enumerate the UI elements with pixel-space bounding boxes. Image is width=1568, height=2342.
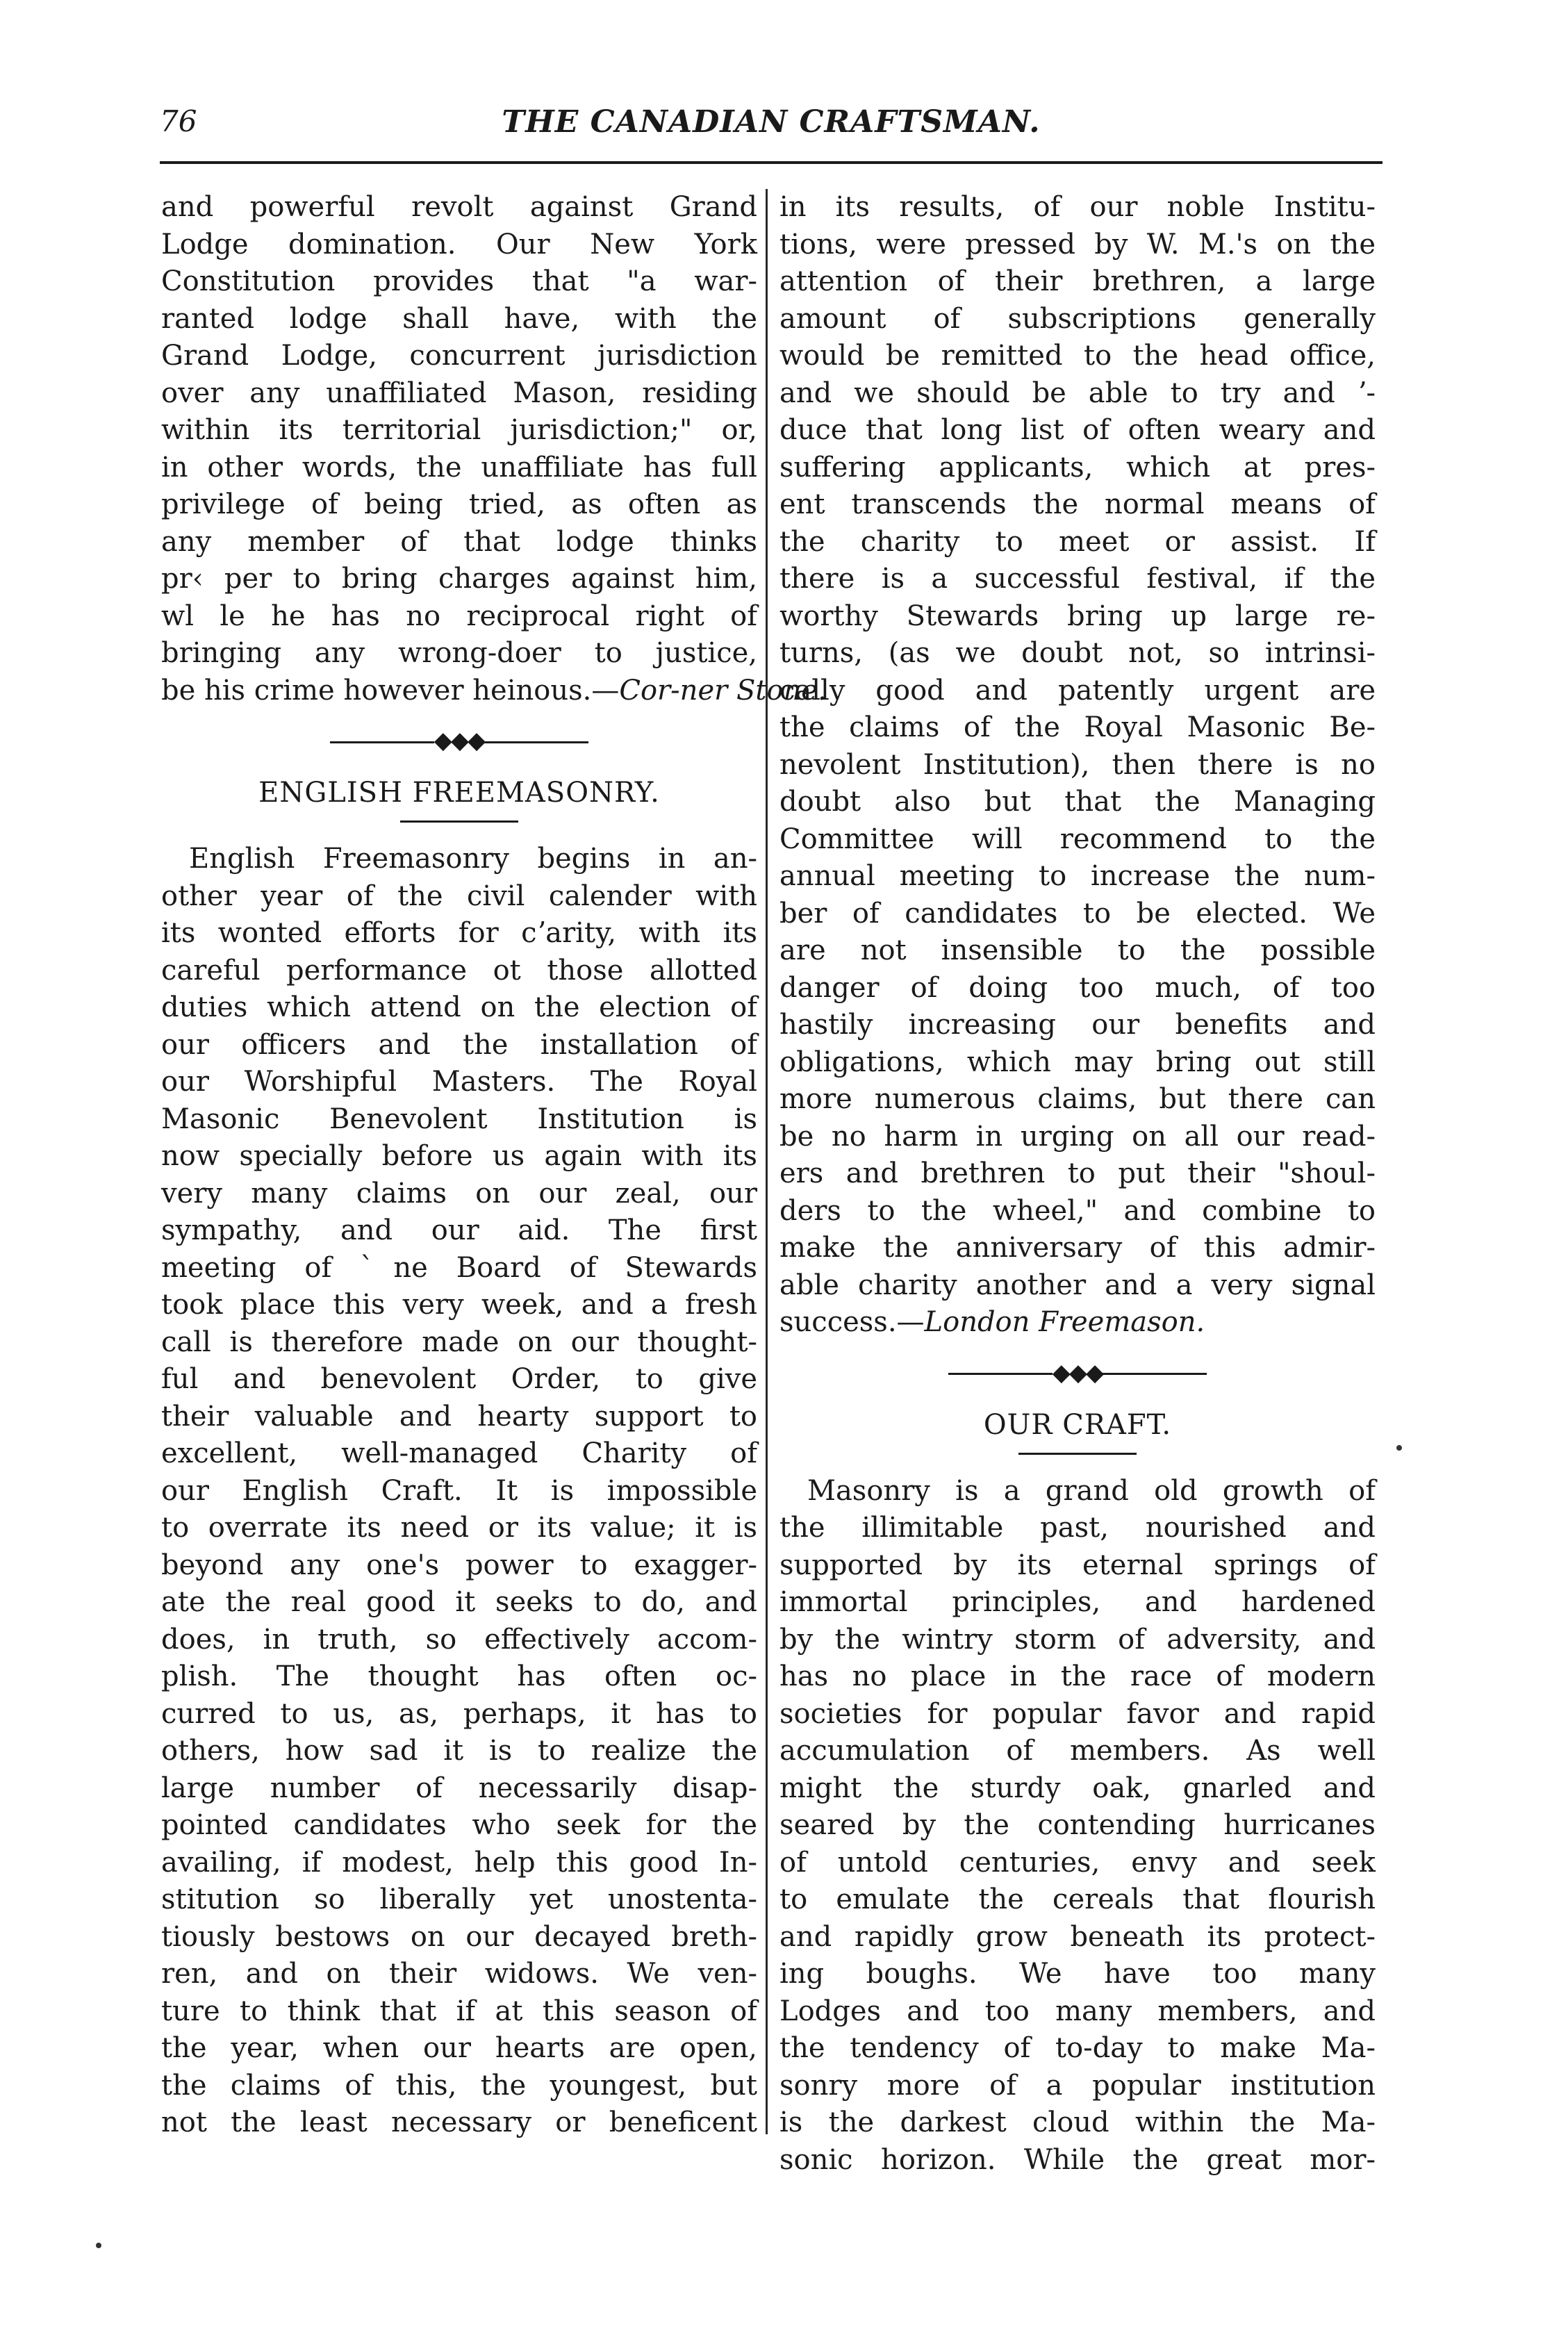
text-line: danger of doing too much, of too bbox=[779, 971, 1376, 1004]
page-number: 76 bbox=[160, 104, 197, 138]
text-line: has no place in the race of modern bbox=[779, 1660, 1376, 1692]
text-line: the claims of this, the youngest, but bbox=[161, 2069, 757, 2102]
text-line: be no harm in urging on all our read- bbox=[779, 1120, 1376, 1153]
text-line: cally good and patently urgent are bbox=[779, 674, 1376, 707]
text-line: our Worshipful Masters. The Royal bbox=[161, 1066, 757, 1098]
text-line: sonry more of a popular institution bbox=[779, 2069, 1376, 2102]
text-line: does, in truth, so effectively accom- bbox=[161, 1623, 757, 1656]
text-line: nevolent Institution), then there is no bbox=[779, 748, 1376, 781]
text-line: in its results, of our noble Institu- bbox=[779, 191, 1376, 223]
text-line: ing boughs. We have too many bbox=[779, 1958, 1376, 1990]
text-line: the year, when our hearts are open, bbox=[161, 2032, 757, 2064]
text-line: our English Craft. It is impossible bbox=[161, 1474, 757, 1507]
text-line: are not insensible to the possible bbox=[779, 934, 1376, 966]
text-line: attention of their brethren, a large bbox=[779, 265, 1376, 297]
text-line: within its territorial jurisdiction;" or, bbox=[161, 414, 757, 446]
text-line: and powerful revolt against Grand bbox=[161, 191, 757, 223]
text-line: took place this very week, and a fresh bbox=[161, 1289, 757, 1321]
text-line: hastily increasing our benefits and bbox=[779, 1009, 1376, 1041]
text-line: Masonry is a grand old growth of bbox=[807, 1474, 1376, 1507]
text-line: large number of necessarily disap- bbox=[161, 1772, 757, 1804]
text-line: ders to the wheel," and combine to bbox=[779, 1194, 1376, 1227]
text-line: availing, if modest, help this good In- bbox=[161, 1846, 757, 1879]
text-line: amount of subscriptions generally bbox=[779, 302, 1376, 335]
header-rule bbox=[160, 161, 1383, 164]
text-line: tiously bestows on our decayed breth- bbox=[161, 1920, 757, 1953]
left-column bbox=[161, 189, 827, 2142]
text-line: very many claims on our zeal, our bbox=[161, 1177, 757, 1210]
text-line: and rapidly grow beneath its protect- bbox=[779, 1920, 1376, 1953]
text-line: curred to us, as, perhaps, it has to bbox=[161, 1697, 757, 1730]
stray-ink-dot bbox=[96, 2243, 101, 2248]
text-line: ture to think that if at this season of bbox=[161, 1995, 757, 2027]
section-title-our-craft: OUR CRAFT. bbox=[983, 1408, 1172, 1441]
text-line: accumulation of members. As well bbox=[779, 1735, 1376, 1767]
text-line: turns, (as we doubt not, so intrinsi- bbox=[779, 637, 1376, 669]
text-line: ers and brethren to put their "shoul- bbox=[779, 1157, 1376, 1189]
text-line: ent transcends the normal means of bbox=[779, 488, 1376, 520]
title-rule bbox=[1018, 1453, 1137, 1455]
text-line: pointed candidates who seek for the bbox=[161, 1809, 757, 1841]
text-line: sonic horizon. While the great mor- bbox=[779, 2143, 1376, 2176]
text-line: any member of that lodge thinks bbox=[161, 525, 757, 558]
text-line: suffering applicants, which at pres- bbox=[779, 451, 1376, 484]
text-line: Masonic Benevolent Institution is bbox=[161, 1103, 757, 1135]
text-line: Committee will recommend to the bbox=[779, 823, 1376, 855]
ornament-glyph: ◆◆◆ bbox=[1052, 1358, 1103, 1387]
text-line: ren, and on their widows. We ven- bbox=[161, 1958, 757, 1990]
text-line: stitution so liberally yet unostenta- bbox=[161, 1883, 757, 1915]
text-line: annual meeting to increase the num- bbox=[779, 860, 1376, 892]
text-line: duce that long list of often weary and bbox=[779, 414, 1376, 446]
text-line: ate the real good it seeks to do, and bbox=[161, 1586, 757, 1618]
journal-title: THE CANADIAN CRAFTSMAN. bbox=[502, 104, 1041, 140]
text-line: seared by the contending hurricanes bbox=[779, 1809, 1376, 1841]
text-line bbox=[161, 673, 827, 710]
text-line: immortal principles, and hardened bbox=[779, 1586, 1376, 1618]
text-line: ber of candidates to be elected. We bbox=[779, 897, 1376, 930]
text-line: the claims of the Royal Masonic Be- bbox=[779, 711, 1376, 743]
text-line: of untold centuries, envy and seek bbox=[779, 1846, 1376, 1879]
text-line: and we should be able to try and ʼ- bbox=[779, 377, 1376, 409]
our-craft-article bbox=[779, 1473, 1376, 2179]
text-line: make the anniversary of this admir- bbox=[779, 1232, 1376, 1264]
text-line: tions, were pressed by W. M.'s on the bbox=[779, 228, 1376, 261]
continued-article bbox=[161, 189, 827, 709]
text-line: their valuable and hearty support to bbox=[161, 1400, 757, 1433]
section-ornament bbox=[779, 1342, 1376, 1404]
text-line: call is therefore made on our thought- bbox=[161, 1326, 757, 1358]
column-divider bbox=[766, 189, 768, 2134]
text-line: now specially before us again with its bbox=[161, 1140, 757, 1172]
text-line: not the least necessary or beneficent bbox=[161, 2106, 757, 2138]
text-line: the charity to meet or assist. If bbox=[779, 525, 1376, 558]
section-title-english-freemasonry: ENGLISH FREEMASONRY. bbox=[258, 777, 660, 809]
text-line: Lodge domination. Our New York bbox=[161, 228, 757, 261]
text-line: English Freemasonry begins in an- bbox=[189, 843, 757, 875]
text-line: beyond any one's power to exagger- bbox=[161, 1549, 757, 1581]
text-line: excellent, well-managed Charity of bbox=[161, 1437, 757, 1469]
text-line: would be remitted to the head office, bbox=[779, 340, 1376, 372]
text-line: over any unaffiliated Mason, residing bbox=[161, 377, 757, 409]
text-line: ranted lodge shall have, with the bbox=[161, 302, 757, 335]
text-line: bringing any wrong-doer to justice, bbox=[161, 637, 757, 669]
text-line: obligations, which may bring out still bbox=[779, 1046, 1376, 1078]
text-line: others, how sad it is to realize the bbox=[161, 1735, 757, 1767]
text-line: supported by its eternal springs of bbox=[779, 1549, 1376, 1581]
text-line: ful and benevolent Order, to give bbox=[161, 1363, 757, 1395]
english-freemasonry-article bbox=[161, 841, 757, 2142]
text-line: duties which attend on the election of bbox=[161, 991, 757, 1023]
continued-credit: Cor-ner Stone. bbox=[619, 674, 827, 707]
text-line: other year of the civil calender with bbox=[161, 880, 757, 912]
title-rule bbox=[400, 820, 518, 823]
text-line: the tendency of to-day to make Ma- bbox=[779, 2032, 1376, 2064]
right-column bbox=[779, 189, 1376, 2179]
text-line: plish. The thought has often oc- bbox=[161, 1660, 757, 1692]
text-line: its wonted efforts for cʼarity, with its bbox=[161, 917, 757, 949]
text-line: by the wintry storm of adversity, and bbox=[779, 1623, 1376, 1656]
text-line: sympathy, and our aid. The first bbox=[161, 1214, 757, 1246]
text-line: careful performance ot those allotted bbox=[161, 954, 757, 987]
running-head bbox=[160, 104, 1383, 153]
text-line: the illimitable past, nourished and bbox=[779, 1512, 1376, 1544]
text-line: to overrate its need or its value; it is bbox=[161, 1512, 757, 1544]
text-line: might the sturdy oak, gnarled and bbox=[779, 1772, 1376, 1804]
article-credit: London Freemason. bbox=[924, 1306, 1205, 1338]
ornament-glyph: ◆◆◆ bbox=[434, 727, 485, 754]
text-line-fragment: be his crime however heinous.— bbox=[161, 674, 620, 707]
text-line: societies for popular favor and rapid bbox=[779, 1697, 1376, 1730]
text-line: able charity another and a very signal bbox=[779, 1269, 1376, 1301]
section-ornament bbox=[161, 709, 757, 772]
text-line: wl le he has no reciprocal right of bbox=[161, 600, 757, 632]
text-line: worthy Stewards bring up large re- bbox=[779, 600, 1376, 632]
stray-ink-dot bbox=[1396, 1445, 1402, 1451]
text-line-fragment: success.— bbox=[779, 1306, 925, 1338]
text-line: pr‹ per to bring charges against him, bbox=[161, 563, 757, 595]
text-line: Constitution provides that "a war- bbox=[161, 265, 757, 297]
text-line: more numerous claims, but there can bbox=[779, 1083, 1376, 1115]
text-line: our officers and the installation of bbox=[161, 1028, 757, 1061]
text-line bbox=[779, 1304, 1376, 1342]
text-line: meeting of ˋne Board of Stewards bbox=[161, 1251, 757, 1284]
text-line: there is a successful festival, if the bbox=[779, 563, 1376, 595]
text-line: in other words, the unaffiliate has full bbox=[161, 451, 757, 484]
text-line: Lodges and too many members, and bbox=[779, 1995, 1376, 2027]
text-line: doubt also but that the Managing bbox=[779, 786, 1376, 818]
text-line: to emulate the cereals that flourish bbox=[779, 1883, 1376, 1915]
text-line: privilege of being tried, as often as bbox=[161, 488, 757, 520]
text-line: is the darkest cloud within the Ma- bbox=[779, 2106, 1376, 2138]
english-freemasonry-article-continued bbox=[779, 189, 1376, 1342]
text-line: Grand Lodge, concurrent jurisdiction bbox=[161, 340, 757, 372]
